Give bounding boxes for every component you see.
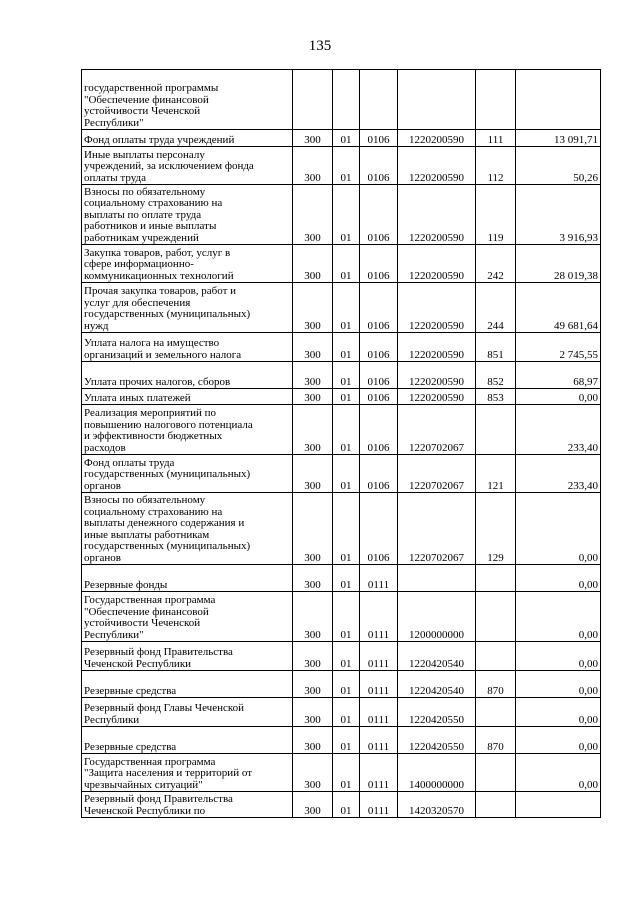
row-name-cell: Фонд оплаты труда учреждений [82, 130, 293, 147]
table-row [82, 362, 601, 389]
row-name-cell: Резервные средства [82, 727, 293, 754]
row-expense-type-code [476, 565, 516, 592]
row-subsection-code: 0111 [360, 792, 398, 818]
row-admin-code: 300 [293, 185, 333, 245]
table-row [82, 792, 601, 818]
row-amount [516, 70, 601, 130]
row-target-code: 1220420550 [398, 698, 476, 727]
row-amount: 13 091,71 [516, 130, 601, 147]
row-subsection-code: 0111 [360, 698, 398, 727]
row-admin-code: 300 [293, 147, 333, 185]
row-name-cell: Резервный фонд Правительства Чеченской Республики [82, 642, 293, 671]
table-row [82, 405, 601, 455]
row-expense-type-code [476, 592, 516, 642]
row-section-code: 01 [333, 565, 360, 592]
row-name-cell: государственной программы "Обеспечение финансовой устойчивости Чеченской Республики" [82, 70, 293, 130]
row-amount: 2 745,55 [516, 333, 601, 362]
row-admin-code: 300 [293, 754, 333, 792]
row-target-code: 1220200590 [398, 130, 476, 147]
row-target-code: 1200000000 [398, 592, 476, 642]
row-amount: 0,00 [516, 754, 601, 792]
row-name-cell: Взносы по обязательному социальному страхованию на выплаты по оплате труда работников и иные выплаты работникам учреждений [82, 185, 293, 245]
row-subsection-code: 0111 [360, 754, 398, 792]
table-row [82, 333, 601, 362]
row-amount: 0,00 [516, 671, 601, 698]
row-amount: 0,00 [516, 592, 601, 642]
row-amount: 68,97 [516, 362, 601, 389]
row-name-cell: Уплата налога на имущество организаций и земельного налога [82, 333, 293, 362]
row-section-code: 01 [333, 245, 360, 283]
row-section-code: 01 [333, 592, 360, 642]
table-row [82, 698, 601, 727]
row-section-code: 01 [333, 283, 360, 333]
row-expense-type-code [476, 698, 516, 727]
row-target-code: 1220200590 [398, 185, 476, 245]
table-row [82, 185, 601, 245]
row-amount: 0,00 [516, 642, 601, 671]
page-number: 135 [308, 38, 332, 54]
row-admin-code: 300 [293, 727, 333, 754]
row-expense-type-code: 870 [476, 727, 516, 754]
row-subsection-code: 0106 [360, 405, 398, 455]
row-subsection-code: 0106 [360, 147, 398, 185]
row-expense-type-code [476, 70, 516, 130]
row-expense-type-code: 853 [476, 389, 516, 405]
row-expense-type-code [476, 792, 516, 818]
row-admin-code: 300 [293, 642, 333, 671]
row-expense-type-code: 852 [476, 362, 516, 389]
row-amount: 0,00 [516, 389, 601, 405]
row-name-cell: Реализация мероприятий по повышению налогового потенциала и эффективности бюджетных расходов [82, 405, 293, 455]
row-name-cell: Иные выплаты персоналу учреждений, за исключением фонда оплаты труда [82, 147, 293, 185]
row-section-code: 01 [333, 698, 360, 727]
table-row [82, 389, 601, 405]
row-section-code [333, 70, 360, 130]
row-amount: 233,40 [516, 405, 601, 455]
row-expense-type-code [476, 642, 516, 671]
row-name-cell: Уплата прочих налогов, сборов [82, 362, 293, 389]
table-row [82, 493, 601, 565]
row-admin-code: 300 [293, 362, 333, 389]
row-name-cell: Резервный фонд Главы Чеченской Республики [82, 698, 293, 727]
row-target-code: 1220702067 [398, 455, 476, 493]
row-target-code: 1220420550 [398, 727, 476, 754]
row-expense-type-code: 119 [476, 185, 516, 245]
row-admin-code: 300 [293, 592, 333, 642]
row-target-code: 1220420540 [398, 671, 476, 698]
row-subsection-code: 0106 [360, 389, 398, 405]
row-section-code: 01 [333, 727, 360, 754]
row-expense-type-code [476, 405, 516, 455]
row-admin-code: 300 [293, 333, 333, 362]
row-target-code [398, 70, 476, 130]
row-admin-code: 300 [293, 698, 333, 727]
row-section-code: 01 [333, 389, 360, 405]
row-amount: 0,00 [516, 493, 601, 565]
row-name-cell: Резервные фонды [82, 565, 293, 592]
row-name-cell: Закупка товаров, работ, услуг в сфере информационно- коммуникационных технологий [82, 245, 293, 283]
table-row [82, 592, 601, 642]
row-subsection-code: 0106 [360, 455, 398, 493]
row-admin-code: 300 [293, 792, 333, 818]
row-amount: 0,00 [516, 565, 601, 592]
row-section-code: 01 [333, 792, 360, 818]
row-expense-type-code: 244 [476, 283, 516, 333]
row-admin-code: 300 [293, 565, 333, 592]
row-name-cell: Прочая закупка товаров, работ и услуг для обеспечения государственных (муниципальных) нужд [82, 283, 293, 333]
table-row [82, 130, 601, 147]
row-subsection-code: 0106 [360, 185, 398, 245]
row-subsection-code: 0106 [360, 130, 398, 147]
row-name-cell: Взносы по обязательному социальному страхованию на выплаты денежного содержания и иные выплаты работникам государственных (муниципальных) органов [82, 493, 293, 565]
row-section-code: 01 [333, 185, 360, 245]
row-subsection-code: 0111 [360, 671, 398, 698]
row-target-code: 1220200590 [398, 245, 476, 283]
table-row [82, 70, 601, 130]
row-section-code: 01 [333, 147, 360, 185]
row-name-cell: Резервные средства [82, 671, 293, 698]
row-section-code: 01 [333, 333, 360, 362]
table-row [82, 455, 601, 493]
table-row [82, 754, 601, 792]
row-target-code: 1220200590 [398, 333, 476, 362]
budget-table-body [82, 70, 601, 818]
row-admin-code: 300 [293, 405, 333, 455]
row-subsection-code: 0106 [360, 245, 398, 283]
budget-table [81, 69, 601, 818]
row-amount: 3 916,93 [516, 185, 601, 245]
row-section-code: 01 [333, 754, 360, 792]
row-amount: 233,40 [516, 455, 601, 493]
table-row [82, 245, 601, 283]
row-admin-code: 300 [293, 493, 333, 565]
row-admin-code: 300 [293, 245, 333, 283]
row-target-code: 1220702067 [398, 405, 476, 455]
row-target-code: 1220420540 [398, 642, 476, 671]
row-admin-code: 300 [293, 389, 333, 405]
row-subsection-code [360, 70, 398, 130]
row-admin-code [293, 70, 333, 130]
table-row [82, 642, 601, 671]
row-target-code: 1400000000 [398, 754, 476, 792]
table-row [82, 565, 601, 592]
row-name-cell: Резервный фонд Правительства Чеченской Республики по [82, 792, 293, 818]
table-row [82, 671, 601, 698]
row-amount: 50,26 [516, 147, 601, 185]
row-expense-type-code [476, 754, 516, 792]
row-target-code: 1220702067 [398, 493, 476, 565]
row-target-code: 1220200590 [398, 362, 476, 389]
row-expense-type-code: 121 [476, 455, 516, 493]
row-amount: 49 681,64 [516, 283, 601, 333]
row-amount: 0,00 [516, 698, 601, 727]
table-row [82, 283, 601, 333]
row-section-code: 01 [333, 405, 360, 455]
row-subsection-code: 0111 [360, 565, 398, 592]
row-subsection-code: 0106 [360, 362, 398, 389]
row-section-code: 01 [333, 671, 360, 698]
table-row [82, 727, 601, 754]
row-admin-code: 300 [293, 455, 333, 493]
row-admin-code: 300 [293, 130, 333, 147]
row-admin-code: 300 [293, 283, 333, 333]
row-subsection-code: 0111 [360, 727, 398, 754]
row-expense-type-code: 112 [476, 147, 516, 185]
row-amount: 28 019,38 [516, 245, 601, 283]
row-name-cell: Государственная программа "Защита населения и территорий от чрезвычайных ситуаций" [82, 754, 293, 792]
row-expense-type-code: 111 [476, 130, 516, 147]
row-subsection-code: 0106 [360, 283, 398, 333]
row-target-code: 1220200590 [398, 283, 476, 333]
row-expense-type-code: 129 [476, 493, 516, 565]
row-name-cell: Уплата иных платежей [82, 389, 293, 405]
row-admin-code: 300 [293, 671, 333, 698]
row-target-code: 1220200590 [398, 389, 476, 405]
row-section-code: 01 [333, 130, 360, 147]
row-target-code [398, 565, 476, 592]
row-expense-type-code: 242 [476, 245, 516, 283]
row-subsection-code: 0111 [360, 592, 398, 642]
row-name-cell: Фонд оплаты труда государственных (муниципальных) органов [82, 455, 293, 493]
row-target-code: 1220200590 [398, 147, 476, 185]
row-subsection-code: 0106 [360, 333, 398, 362]
row-section-code: 01 [333, 455, 360, 493]
row-subsection-code: 0106 [360, 493, 398, 565]
row-name-cell: Государственная программа "Обеспечение финансовой устойчивости Чеченской Республики" [82, 592, 293, 642]
row-subsection-code: 0111 [360, 642, 398, 671]
row-amount: 0,00 [516, 727, 601, 754]
row-section-code: 01 [333, 642, 360, 671]
row-expense-type-code: 870 [476, 671, 516, 698]
row-target-code: 1420320570 [398, 792, 476, 818]
row-amount [516, 792, 601, 818]
row-section-code: 01 [333, 362, 360, 389]
row-section-code: 01 [333, 493, 360, 565]
table-row [82, 147, 601, 185]
row-expense-type-code: 851 [476, 333, 516, 362]
